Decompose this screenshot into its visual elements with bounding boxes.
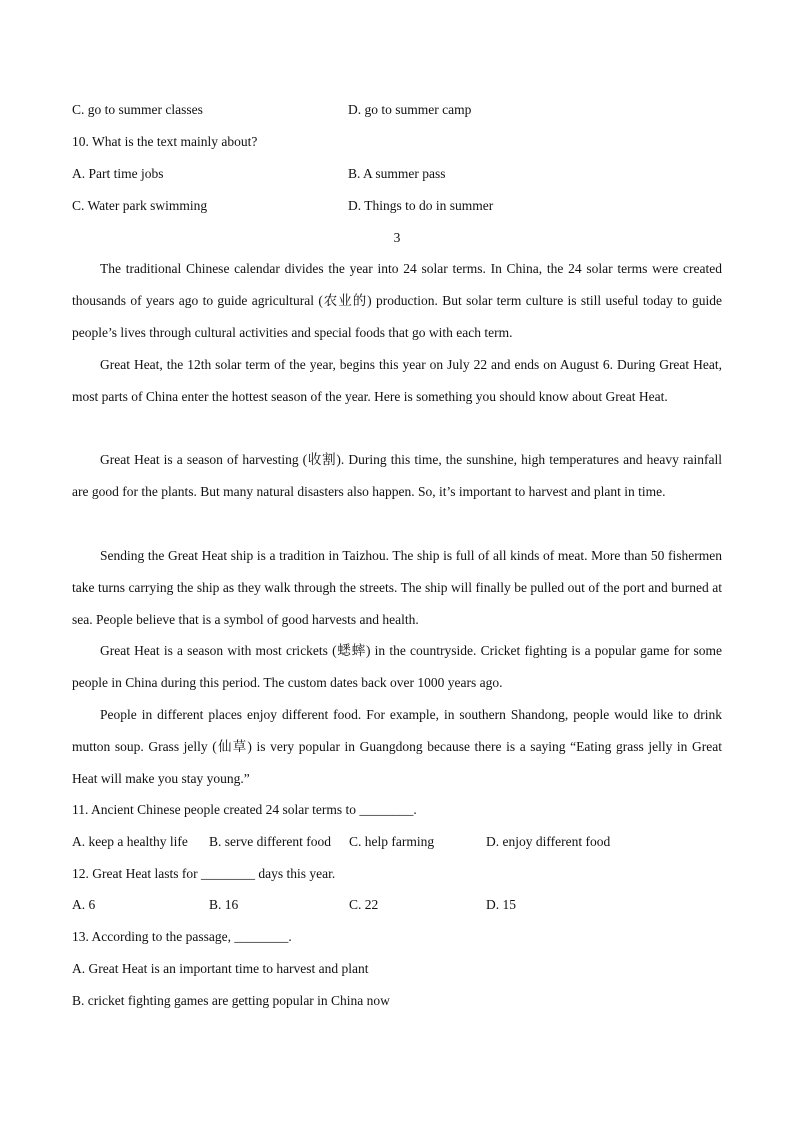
q10-option-a: A. Part time jobs [72, 166, 164, 181]
q10-options-row-2 [72, 195, 722, 217]
passage-paragraph-5: Great Heat is a season with most crickets (蟋蟀) in the countryside. Cricket fighting is a popular game for some people in China during this period. The custom dates back over 1000 years ago. [72, 643, 722, 690]
q12-option-a: A. 6 [72, 897, 96, 912]
q9-option-d: D. go to summer camp [348, 102, 472, 117]
q12-options-row [72, 894, 722, 916]
passage-paragraph-1: The traditional Chinese calendar divides the year into 24 solar terms. In China, the 24 solar terms were created thousands of years ago to guide agricultural (农业的) production. But solar term culture is still useful today to guide people’s lives through cultural activities and special foods that go with each term. [72, 261, 722, 340]
passage-number: 3 [393, 230, 401, 245]
passage-paragraph-3: Great Heat is a season of harvesting (收割). During this time, the sunshine, high temperatures and heavy rainfall are good for the plants. But many natural disasters also happen. So, it’s important to harvest and plant in time. [72, 452, 722, 499]
q11-option-b: B. serve different food [209, 834, 331, 849]
q12-stem: 12. Great Heat lasts for ________ days this year. [72, 866, 336, 881]
q11-option-a: A. keep a healthy life [72, 834, 188, 849]
q13-option-a: A. Great Heat is an important time to harvest and plant [72, 961, 369, 976]
q11-options-row [72, 831, 722, 853]
q9-option-c: C. go to summer classes [72, 102, 203, 117]
passage-paragraph-2: Great Heat, the 12th solar term of the year, begins this year on July 22 and ends on August 6. During Great Heat, most parts of China enter the hottest season of the year. Here is something you should know about Great Heat. [72, 357, 722, 404]
q13-stem: 13. According to the passage, ________. [72, 929, 292, 944]
q12-option-c: C. 22 [349, 897, 379, 912]
q10-stem: 10. What is the text mainly about? [72, 134, 258, 149]
q12-option-b: B. 16 [209, 897, 239, 912]
q10-option-d: D. Things to do in summer [348, 198, 494, 213]
q11-option-d: D. enjoy different food [486, 834, 611, 849]
q10-option-c: C. Water park swimming [72, 198, 208, 213]
q11-stem: 11. Ancient Chinese people created 24 solar terms to ________. [72, 802, 417, 817]
q13-option-b: B. cricket fighting games are getting popular in China now [72, 993, 390, 1008]
q11-option-c: C. help farming [349, 834, 435, 849]
passage-paragraph-6: People in different places enjoy different food. For example, in southern Shandong, people would like to drink mutton soup. Grass jelly (仙草) is very popular in Guangdong because there is a saying “Eating grass jelly in Great Heat will make you stay young.” [72, 707, 722, 786]
q10-options-row-1 [72, 163, 722, 185]
q10-option-b: B. A summer pass [348, 166, 446, 181]
q9-options-row [72, 99, 722, 121]
passage-paragraph-4: Sending the Great Heat ship is a tradition in Taizhou. The ship is full of all kinds of meat. More than 50 fishermen take turns carrying the ship as they walk through the streets. The ship will finally be pulled out of the port and burned at sea. People believe that is a symbol of good harvests and health. [72, 548, 722, 627]
q12-option-d: D. 15 [486, 897, 516, 912]
